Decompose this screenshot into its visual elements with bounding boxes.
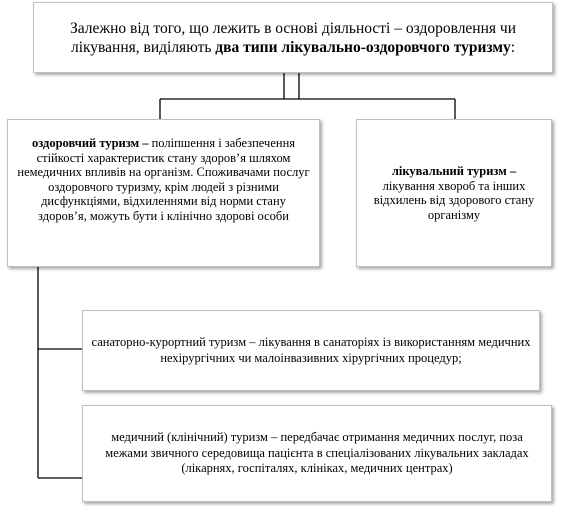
sanatorium-tourism-box — [82, 310, 540, 391]
medical-tourism-term: лікувальний туризм – — [391, 164, 517, 178]
medical-tourism-definition: лікування хвороб та інших відхилень від здорового стану організму — [373, 178, 535, 222]
medical-tourism-box — [356, 119, 552, 267]
clinical-tourism-box — [82, 405, 552, 502]
top-text-bold: два типи лікувально-оздоровчого туризму — [215, 38, 511, 56]
top-text-before: Залежно від того, що лежить в основі діяльності – оздоровлення чи лікування, виділяють — [69, 19, 516, 56]
top-text-after: : — [510, 38, 516, 56]
top-box-text — [40, 19, 546, 57]
top-box — [33, 2, 553, 73]
health-tourism-definition: поліпшення і забезпечення стійкості характеристик стану здоров’я шляхом немедичних впливів на організм. Споживачами послуг оздоровчого туризму, крім людей з різними дисфункціями, відхиленнями від норми стану здоров’я, можуть бути і клінічно здорові особи — [17, 136, 310, 223]
sanatorium-tourism-text: санаторно-курортний туризм – лікування в санаторіях із використанням медичних нехірургічних чи малоінвазивних хірургічних процедур; — [91, 335, 531, 365]
medical-tourism-text — [365, 164, 543, 222]
health-tourism-term: оздоровчий туризм – — [31, 136, 149, 150]
health-tourism-box — [7, 119, 320, 267]
clinical-tourism-text: медичний (клінічний) туризм – передбачає отримання медичних послуг, поза межами звичного середовища пацієнта в спеціалізованих лікувальних закладах (лікарнях, госпіталях, клініках, медичних центрах) — [105, 430, 529, 476]
health-tourism-text — [16, 136, 311, 223]
